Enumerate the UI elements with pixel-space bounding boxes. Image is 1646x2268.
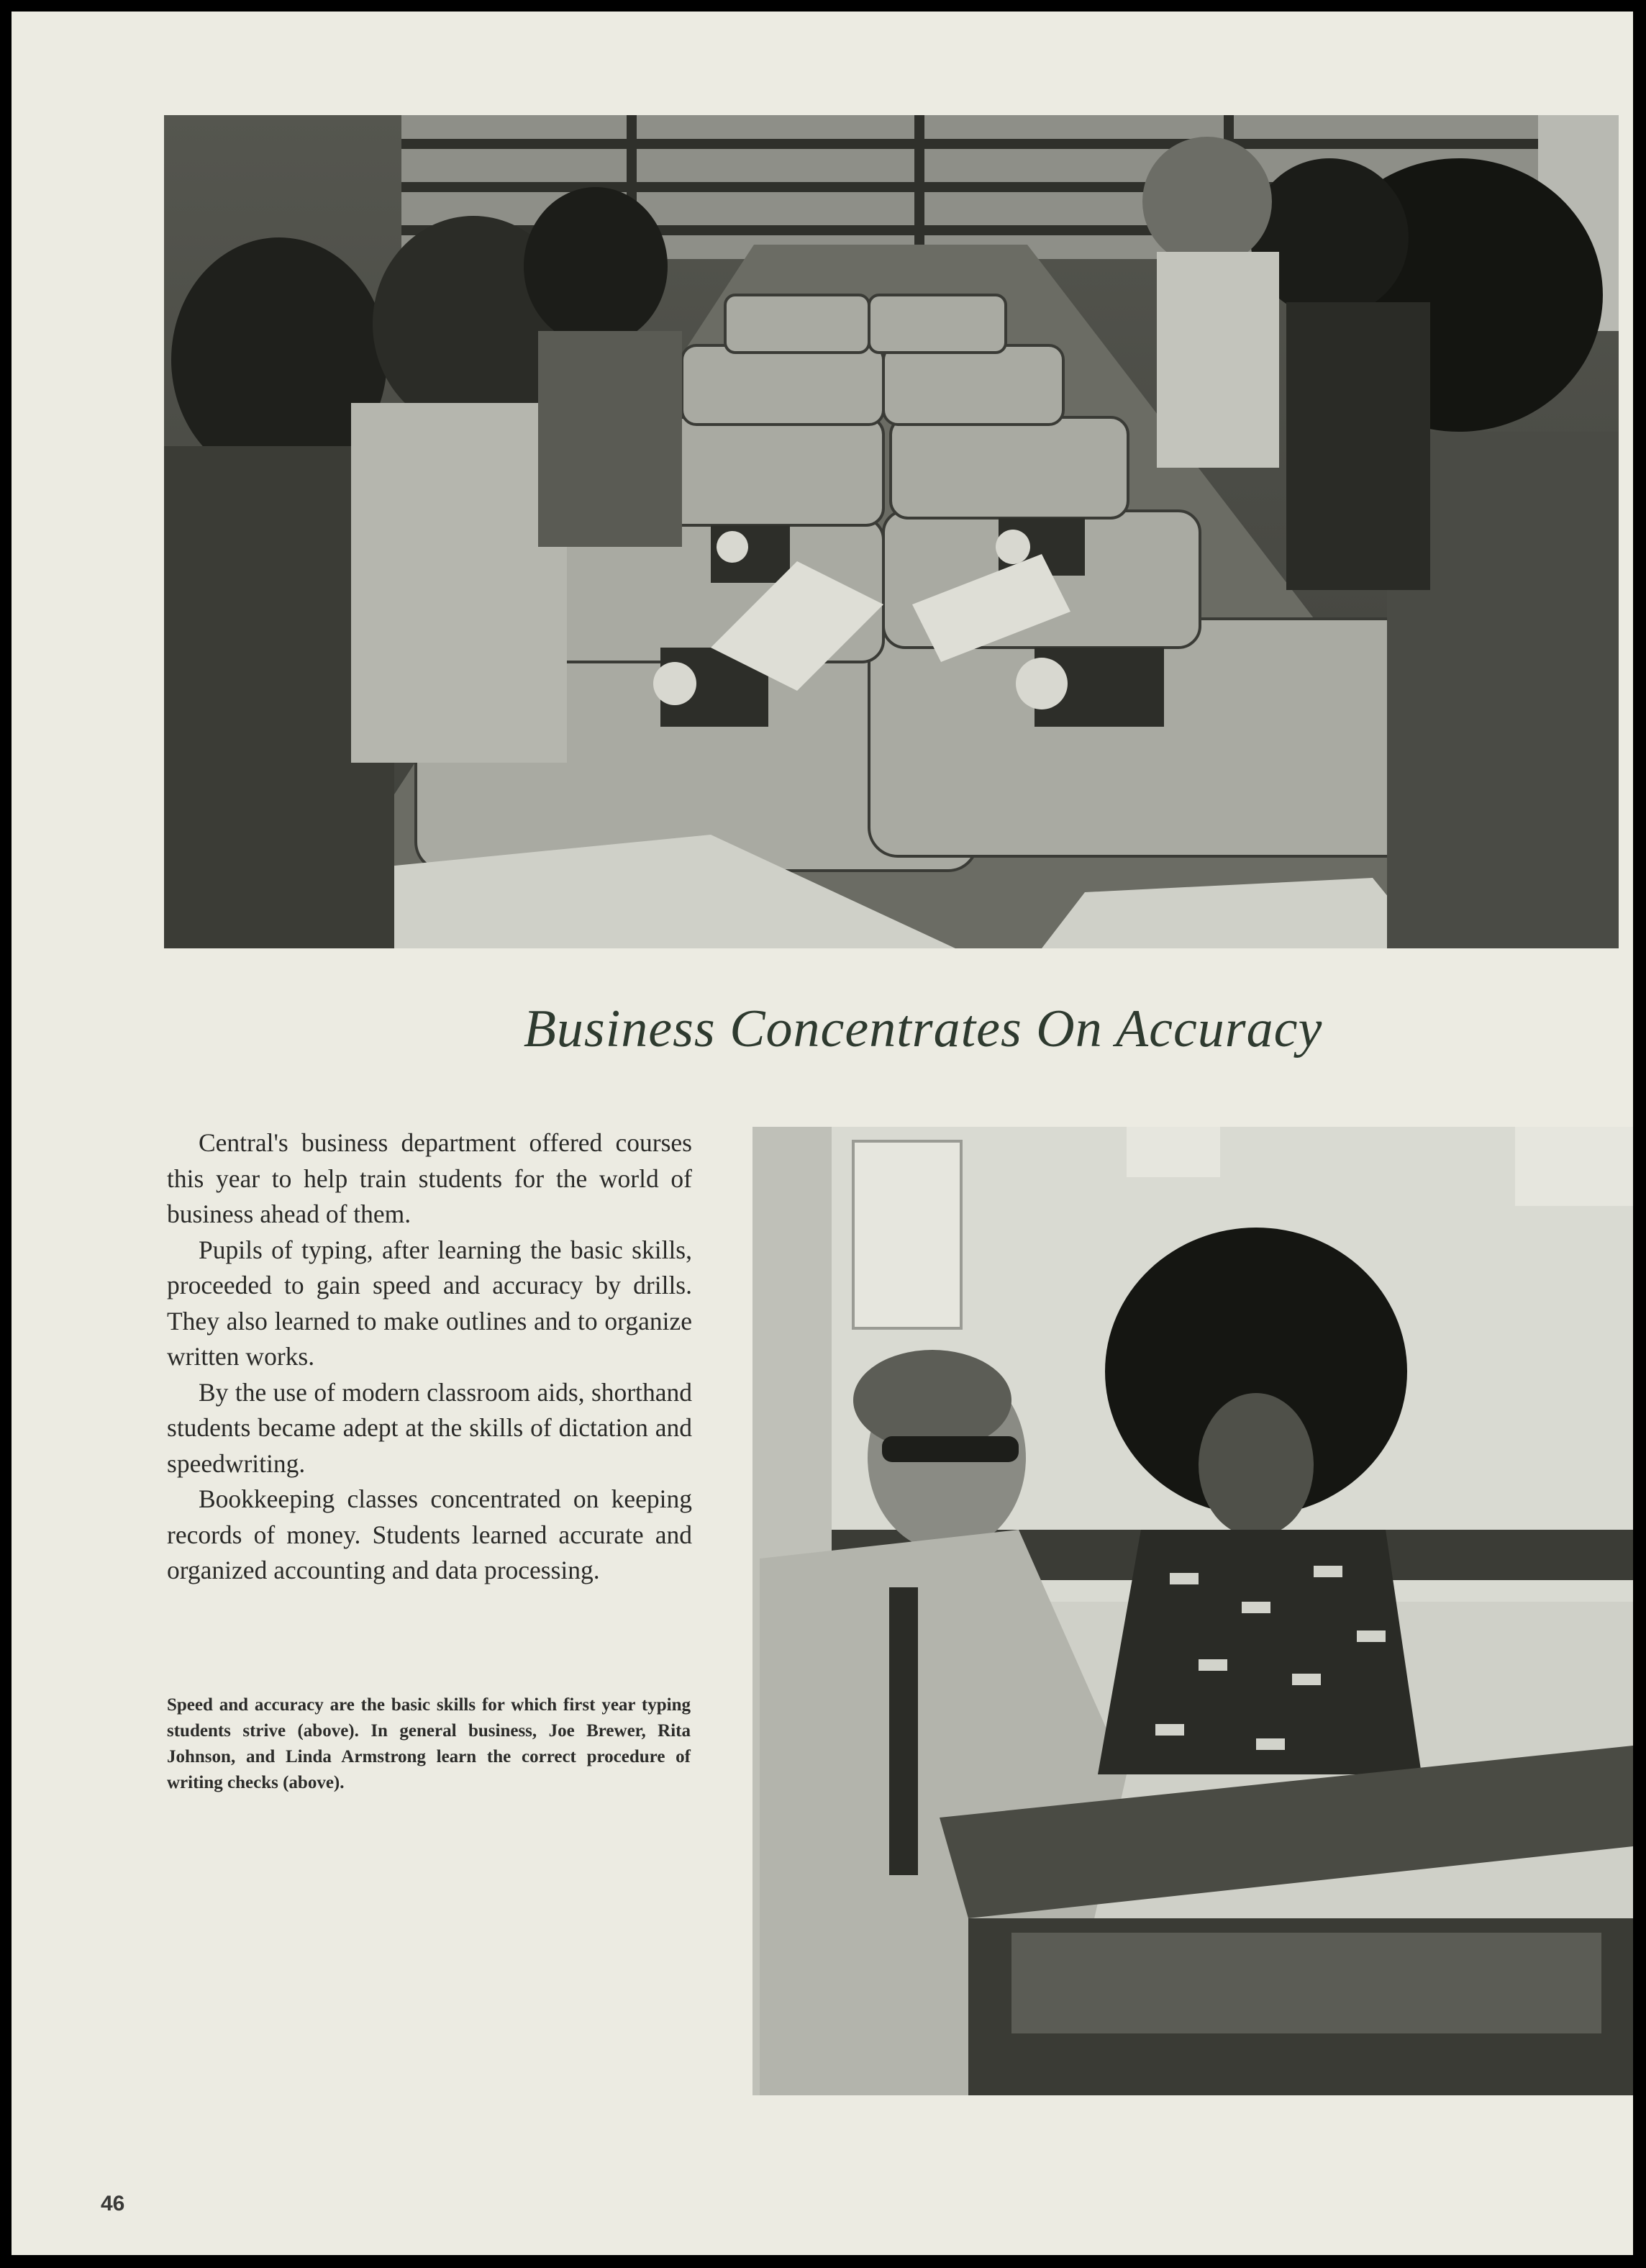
typing-class-photo-art [164, 115, 1619, 948]
article-paragraph: Pupils of typing, after learning the basic skills, proceeded to gain speed and accuracy by drills. They also learned to make outlines and to organize written works. [167, 1235, 692, 1371]
article-body [167, 1125, 692, 1589]
article-paragraph: Central's business department offered courses this year to help train students for the world of business ahead of them. [167, 1128, 692, 1228]
photo-caption: Speed and accuracy are the basic skills for which first year typing students strive (above). In general business, Joe Brewer, Rita Johnson, and Linda Armstrong learn the correct procedure of writing checks (above). [167, 1695, 691, 1792]
general-business-photo-art [752, 1127, 1633, 2095]
general-business-photo [752, 1127, 1633, 2095]
page-number: 46 [101, 2192, 125, 2215]
page-title: Business Concentrates On Accuracy [523, 999, 1323, 1058]
article-paragraph: By the use of modern classroom aids, shorthand students became adept at the skills of dictation and speedwriting. [167, 1377, 692, 1478]
article-paragraph: Bookkeeping classes concentrated on keeping records of money. Students learned accurate and organized accounting and data processing. [167, 1484, 692, 1584]
yearbook-page [12, 12, 1633, 2255]
typing-class-photo [164, 115, 1619, 948]
